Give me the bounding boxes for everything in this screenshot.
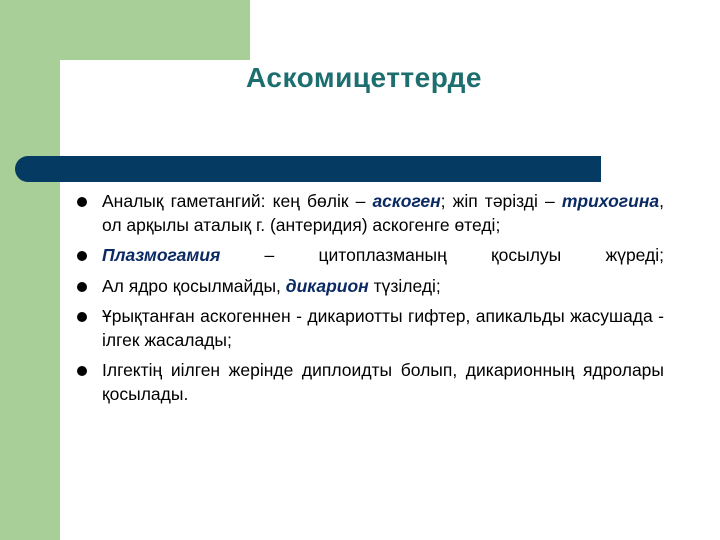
bullet-dot-icon	[77, 282, 87, 292]
bullet-dot-icon	[77, 251, 87, 261]
bullet-item-gametangium	[76, 190, 664, 237]
slide-title: Аскомицеттерде	[246, 62, 482, 93]
bullet-item-dikaryon	[76, 275, 664, 299]
bullet-text: – цитоплазманың қосылуы жүреді;	[220, 245, 664, 265]
bullet-text: Аналық гаметангий: кең бөлік –	[102, 191, 373, 211]
bullet-text: Ал ядро қосылмайды,	[102, 275, 286, 296]
bullet-dot-icon	[77, 312, 87, 322]
rounded-content-corner	[60, 60, 120, 120]
term-trichogyne: трихогина	[561, 191, 660, 211]
bullet-text: Ілгектің иілген жерінде диплоидты болып, дикарионның ядролары қосылады.	[102, 360, 664, 404]
bullet-dot-icon	[77, 197, 87, 207]
bullet-text: Ұрықтанған аскогеннен - дикариотты гифтер, апикальды жасушада - ілгек жасалады;	[102, 306, 664, 350]
bullet-list	[76, 190, 664, 413]
bullet-text: ; жіп тәрізді –	[440, 191, 562, 211]
bullet-item-ascogenous-hyphae	[76, 305, 664, 352]
bullet-text: , ол арқылы аталық г. (антеридия) аскогенге өтеді;	[102, 191, 664, 235]
left-green-bar	[0, 0, 60, 540]
top-green-block	[0, 0, 250, 60]
term-dikaryon: дикарион	[285, 275, 369, 296]
term-ascogen: аскоген	[372, 191, 441, 211]
bullet-item-plasmogamy	[76, 244, 664, 268]
term-plasmogamy: Плазмогамия	[102, 245, 221, 265]
title-divider-bar	[15, 156, 601, 182]
bullet-text: түзіледі;	[368, 275, 441, 296]
bullet-item-nuclear-fusion	[76, 359, 664, 406]
bullet-dot-icon	[77, 366, 87, 376]
